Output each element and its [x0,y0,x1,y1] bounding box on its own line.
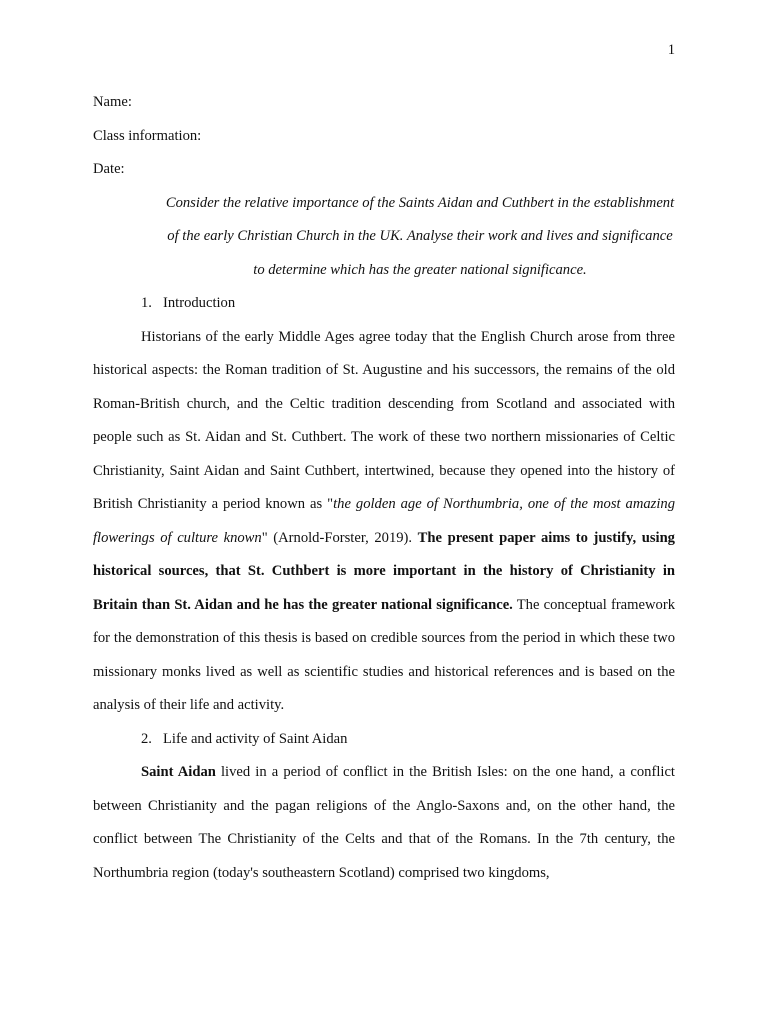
introduction-paragraph [93,321,675,723]
intro-text-part-1: Historians of the early Middle Ages agree today that the English Church arose from three historical aspects: the Roman tradition of St. Augustine and his successors, the remains of the old Roman-British church, and the Celtic tradition descending from Scotland and associated with people such as St. Aidan and St. Cuthbert. The work of these two northern missionaries of Celtic Christianity, Saint Aidan and Saint Cuthbert, intertwined, because they opened into the history of British Christianity a period known as " [93,328,675,512]
intro-quote: the golden age of Northumbria, one of the most amazing flowerings of culture known [93,496,676,546]
intro-text-part-2: The conceptual framework for the demonstration of this thesis is based on credible sources from the period in which these two missionary monks lived as well as scientific studies and historical references and is based on the analysis of their life and activity. [93,596,675,713]
document-body [93,86,675,890]
thesis-statement: The present paper aims to justify, using historical sources, that St. Cuthbert is more important in the history of Christianity in Britain than St. Aidan and he has the greater national significance. [93,529,675,613]
name-label: Name: [93,94,132,110]
section-title: Introduction [163,295,236,311]
page-number: 1 [667,42,675,58]
section-number: 2. [141,730,152,747]
essay-prompt: Consider the relative importance of the Saints Aidan and Cuthbert in the establishment of the early Christian Church in the UK. Analyse their work and lives and significance to determine which has the greater national significance. [165,194,675,278]
intro-citation: " (Arnold-Forster, 2019). [261,529,418,546]
section-heading-saint-aidan [93,723,675,757]
saint-aidan-name: Saint Aidan [141,764,216,780]
section-number: 1. [141,295,152,311]
section-heading-introduction [93,287,675,321]
saint-aidan-text: lived in a period of conflict in the British Isles: on the one hand, a conflict between Christianity and the pagan religions of the Anglo-Saxons and, on the other hand, the conflict between The Christianity of the Celts and that of the Romans. In the 7th century, the Northumbria region (today's southeastern Scotland) comprised two kingdoms, [93,764,675,881]
saint-aidan-paragraph [93,756,675,890]
section-title: Life and activity of Saint Aidan [163,730,348,747]
class-information-label: Class information: [93,127,202,144]
date-label: Date: [93,161,125,177]
